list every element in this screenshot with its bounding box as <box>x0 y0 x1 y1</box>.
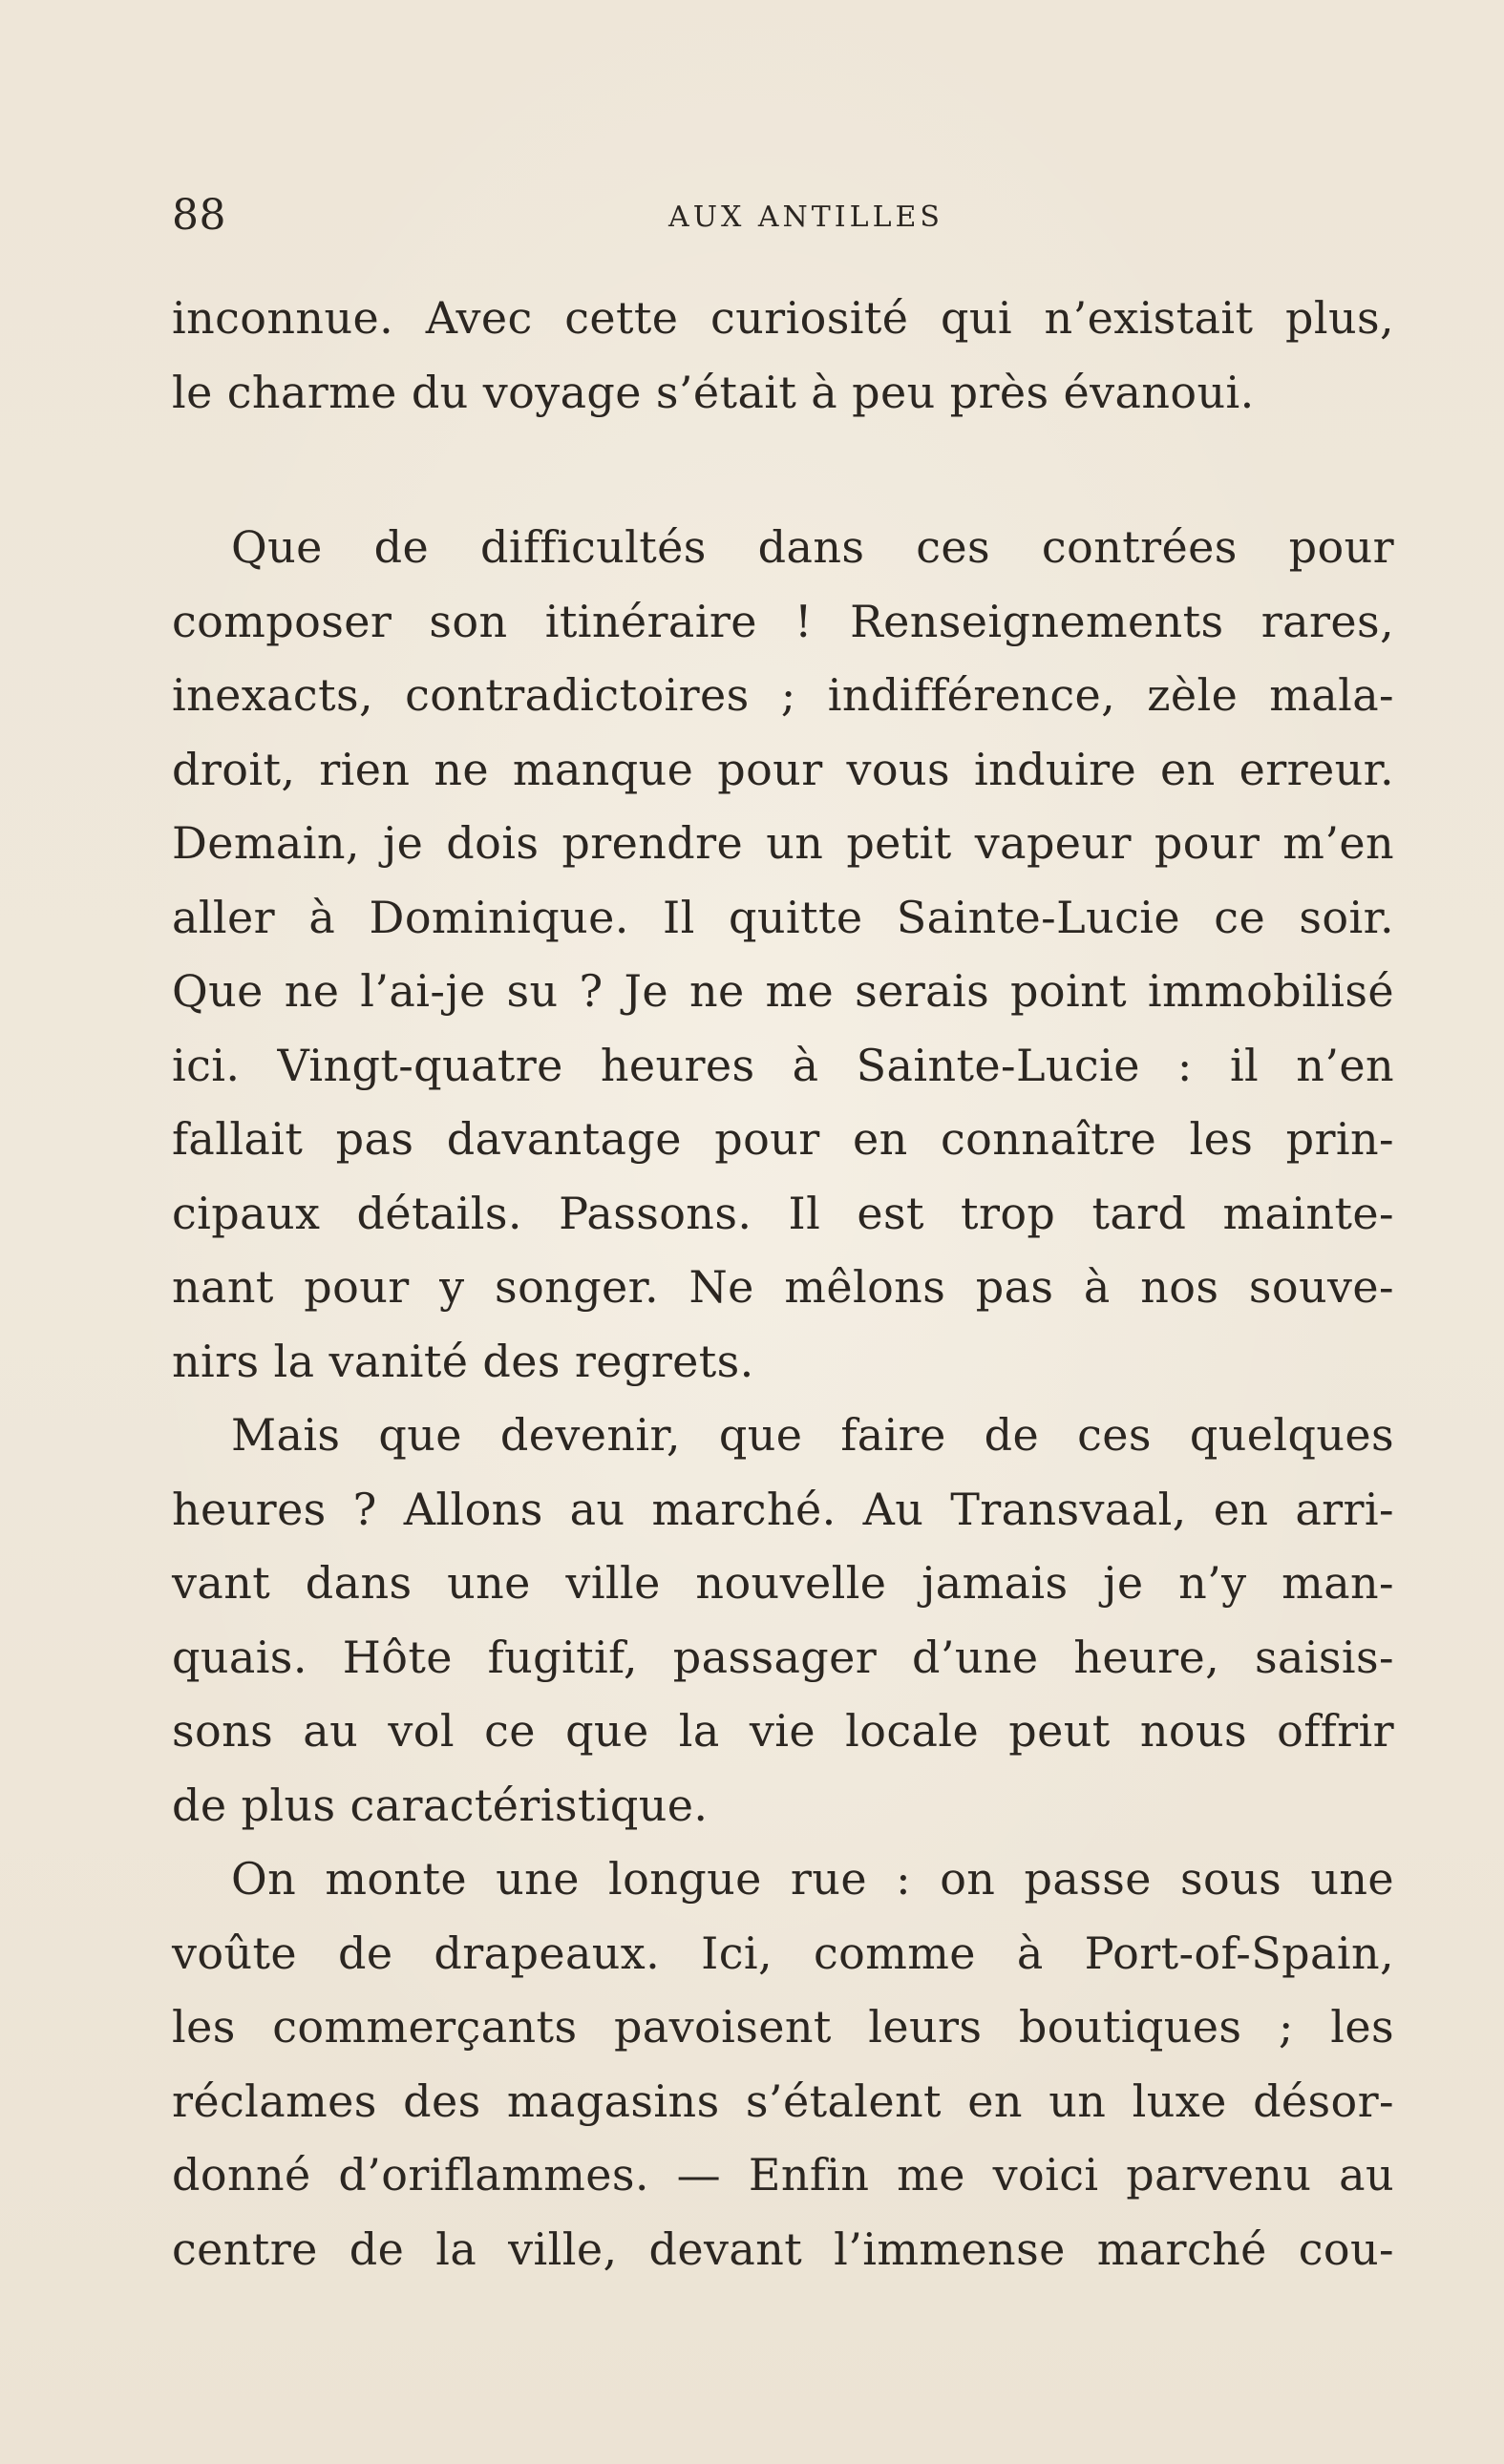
text-line: voûte de drapeaux. Ici, comme à Port-of-Spain, <box>172 1927 1394 1979</box>
running-head: AUX ANTILLES <box>668 200 943 234</box>
body-text <box>172 282 1394 2286</box>
text-line: Mais que devenir, que faire de ces quelques <box>231 1409 1394 1461</box>
text-line: cipaux détails. Passons. Il est trop tard mainte- <box>172 1187 1394 1239</box>
text-line: composer son itinéraire ! Renseignements rares, <box>172 595 1394 647</box>
text-line: réclames des magasins s’étalent en un luxe désor- <box>172 2074 1394 2127</box>
paragraph <box>172 1843 1394 2286</box>
text-line: Que ne l’ai-je su ? Je ne me serais point immobilisé <box>172 965 1394 1017</box>
text-line: le charme du voyage s’était à peu près évanoui. <box>172 366 1255 418</box>
paragraph <box>172 511 1394 1399</box>
text-line: de plus caractéristique. <box>172 1779 709 1831</box>
text-line: Que de difficultés dans ces contrées pour <box>231 521 1394 573</box>
text-line: nirs la vanité des regrets. <box>172 1335 754 1387</box>
text-line: sons au vol ce que la vie locale peut nous offrir <box>172 1705 1394 1757</box>
paragraph <box>172 282 1394 430</box>
text-line: les commerçants pavoisent leurs boutiques ; les <box>172 2001 1394 2053</box>
text-line: ici. Vingt-quatre heures à Sainte-Lucie : il n’en <box>172 1039 1394 1091</box>
text-line: On monte une longue rue : on passe sous une <box>231 1853 1394 1905</box>
text-line: donné d’oriflammes. — Enfin me voici parvenu au <box>172 2149 1394 2201</box>
page-header <box>172 189 1394 246</box>
text-line: quais. Hôte fugitif, passager d’une heure, saisis- <box>172 1631 1394 1683</box>
text-line: centre de la ville, devant l’immense marché cou- <box>172 2222 1394 2275</box>
paragraph-gap <box>172 430 1394 511</box>
paragraph <box>172 1399 1394 1843</box>
text-line: nant pour y songer. Ne mêlons pas à nos souve- <box>172 1261 1394 1313</box>
text-line: Demain, je dois prendre un petit vapeur pour m’en <box>172 817 1394 869</box>
text-line: heures ? Allons au marché. Au Transvaal, en arri- <box>172 1483 1394 1535</box>
text-line: vant dans une ville nouvelle jamais je n’y man- <box>172 1557 1394 1609</box>
text-line: inconnue. Avec cette curiosité qui n’existait plus, <box>172 292 1394 344</box>
text-line: fallait pas davantage pour en connaître les prin- <box>172 1113 1394 1165</box>
text-line: droit, rien ne manque pour vous induire en erreur. <box>172 743 1394 795</box>
text-line: aller à Dominique. Il quitte Sainte-Lucie ce soir. <box>172 891 1394 943</box>
text-line: inexacts, contradictoires ; indifférence, zèle mala- <box>172 669 1394 721</box>
page-number: 88 <box>172 191 226 240</box>
